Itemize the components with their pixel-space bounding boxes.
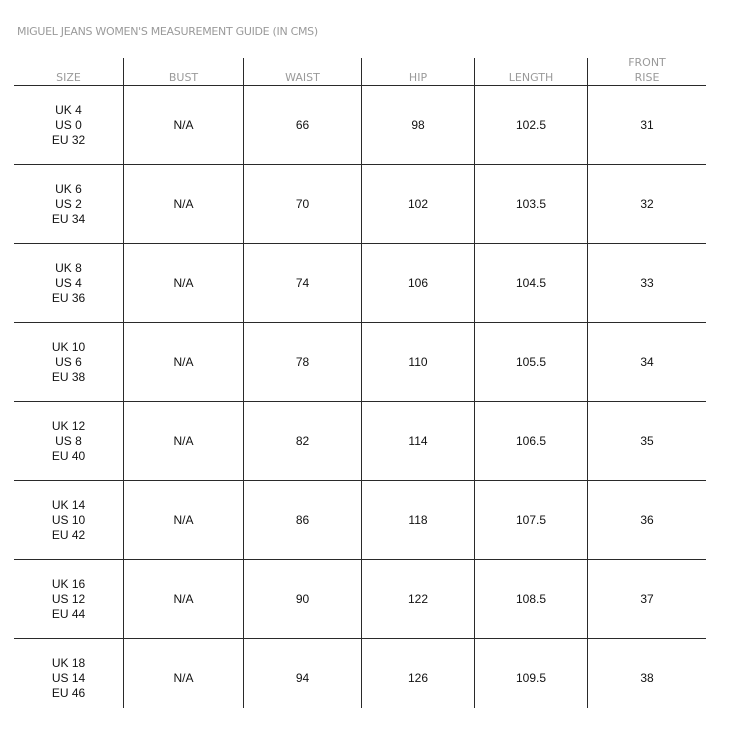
bust-cell: N/A <box>173 355 194 369</box>
bust-cell: N/A <box>173 118 194 132</box>
waist-cell: 70 <box>295 197 310 211</box>
table-row <box>14 481 706 560</box>
size-uk: UK 4 <box>55 103 82 117</box>
size-stack <box>52 103 85 148</box>
waist-cell: 74 <box>295 276 310 290</box>
size-us: US 8 <box>55 434 82 448</box>
header-length: LENGTH <box>508 71 554 84</box>
size-uk: UK 14 <box>51 498 86 512</box>
size-stack <box>52 656 85 701</box>
size-eu: EU 44 <box>51 607 86 621</box>
size-us: US 14 <box>51 671 86 685</box>
size-stack <box>52 340 85 385</box>
rise-cell: 31 <box>640 118 654 132</box>
waist-cell: 94 <box>295 671 310 685</box>
header-hip: HIP <box>408 71 428 84</box>
length-cell: 107.5 <box>515 513 547 527</box>
table-row <box>14 560 706 639</box>
size-eu: EU 46 <box>51 686 86 700</box>
hip-cell: 118 <box>408 513 428 527</box>
hip-cell: 114 <box>408 434 428 448</box>
table-row <box>14 323 706 402</box>
size-cell <box>14 402 123 481</box>
size-cell <box>14 481 123 560</box>
size-us: US 12 <box>51 592 86 606</box>
length-cell: 108.5 <box>515 592 547 606</box>
waist-cell: 90 <box>295 592 310 606</box>
size-us: US 4 <box>55 276 82 290</box>
bust-cell: N/A <box>173 434 194 448</box>
hip-cell: 98 <box>411 118 425 132</box>
size-stack <box>52 419 85 464</box>
bust-cell: N/A <box>173 197 194 211</box>
header-size: SIZE <box>56 71 81 84</box>
hip-cell: 110 <box>408 355 428 369</box>
size-stack <box>52 182 85 227</box>
hip-cell: 122 <box>407 592 429 606</box>
length-cell: 106.5 <box>515 434 547 448</box>
waist-cell: 86 <box>295 513 310 527</box>
length-cell: 109.5 <box>515 671 547 685</box>
table-row <box>14 86 706 165</box>
size-eu: EU 42 <box>51 528 86 542</box>
rise-cell: 34 <box>640 355 654 369</box>
waist-cell: 78 <box>295 355 310 369</box>
waist-cell: 66 <box>295 118 310 132</box>
size-eu: EU 34 <box>51 212 86 226</box>
size-us: US 6 <box>55 355 82 369</box>
hip-cell: 126 <box>407 671 429 685</box>
rise-cell: 38 <box>640 671 654 685</box>
size-eu: EU 32 <box>51 133 86 147</box>
length-cell: 103.5 <box>515 197 547 211</box>
rise-cell: 35 <box>640 434 654 448</box>
size-cell <box>14 165 123 244</box>
bust-cell: N/A <box>173 671 194 685</box>
header-front-rise: FRONT RISE <box>628 56 666 84</box>
page-title: MIGUEL JEANS WOMEN'S MEASUREMENT GUIDE (IN CMS) <box>17 25 318 38</box>
size-uk: UK 12 <box>51 419 86 433</box>
length-cell: 104.5 <box>515 276 547 290</box>
rise-cell: 37 <box>640 592 654 606</box>
length-cell: 102.5 <box>515 118 547 132</box>
hip-cell: 106 <box>407 276 429 290</box>
size-cell <box>14 323 123 402</box>
rise-cell: 32 <box>640 197 654 211</box>
size-cell <box>14 244 123 323</box>
size-stack <box>52 261 85 306</box>
header-waist: WAIST <box>285 71 320 84</box>
table-row <box>14 244 706 323</box>
table-row <box>14 639 706 718</box>
size-eu: EU 38 <box>51 370 86 384</box>
size-stack <box>52 498 85 543</box>
bust-cell: N/A <box>173 276 194 290</box>
size-eu: EU 40 <box>51 449 86 463</box>
size-us: US 0 <box>55 118 82 132</box>
waist-cell: 82 <box>295 434 310 448</box>
header-bust: BUST <box>168 71 199 84</box>
length-cell: 105.5 <box>515 355 547 369</box>
size-cell <box>14 86 123 165</box>
size-us: US 2 <box>55 197 82 211</box>
bust-cell: N/A <box>173 513 194 527</box>
size-uk: UK 10 <box>51 340 86 354</box>
rise-cell: 36 <box>640 513 654 527</box>
size-stack <box>52 577 85 622</box>
size-uk: UK 6 <box>55 182 82 196</box>
size-uk: UK 8 <box>55 261 82 275</box>
size-us: US 10 <box>51 513 86 527</box>
size-cell <box>14 560 123 639</box>
size-uk: UK 16 <box>51 577 86 591</box>
size-cell <box>14 639 123 718</box>
hip-cell: 102 <box>407 197 429 211</box>
bust-cell: N/A <box>173 592 194 606</box>
rise-cell: 33 <box>640 276 654 290</box>
table-row <box>14 402 706 481</box>
size-uk: UK 18 <box>51 656 86 670</box>
size-eu: EU 36 <box>51 291 86 305</box>
table-row <box>14 165 706 244</box>
